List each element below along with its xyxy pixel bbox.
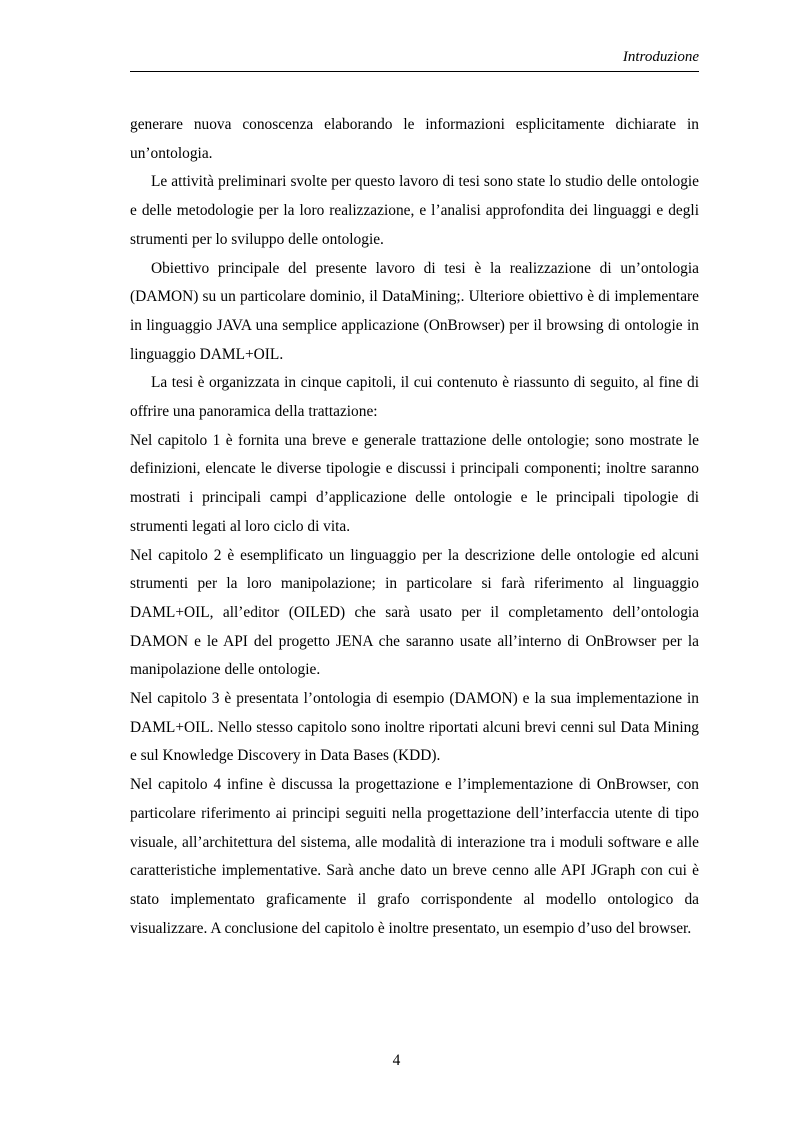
page-number: 4 bbox=[392, 1052, 401, 1069]
paragraph: Nel capitolo 2 è esemplificato un linguaggio per la descrizione delle ontologie ed alcuni strumenti per la loro manipolazione; in particolare si farà riferimento al linguaggio DAML+OIL, all’editor (OILED) che sarà usato per il completamento dell’ontologia DAMON e le API del progetto JENA che saranno usate all’interno di OnBrowser per la manipolazione delle ontologie. bbox=[130, 546, 699, 679]
paragraph: Obiettivo principale del presente lavoro di tesi è la realizzazione di un’ontologia (DAMON) su un particolare dominio, il DataMining;. Ulteriore obiettivo è di implementare in linguaggio JAVA una semplice applicazione (OnBrowser) per il browsing di ontologie in linguaggio DAML+OIL. bbox=[130, 259, 699, 363]
body-text bbox=[130, 111, 699, 943]
paragraph: Nel capitolo 3 è presentata l’ontologia di esempio (DAMON) e la sua implementazione in DAML+OIL. Nello stesso capitolo sono inoltre riportati alcuni brevi cenni sul Data Mining e sul Knowledge Discovery in Data Bases (KDD). bbox=[130, 690, 699, 765]
running-header-title: Introduzione bbox=[622, 49, 699, 65]
paragraph: Le attività preliminari svolte per questo lavoro di tesi sono state lo studio delle ontologie e delle metodologie per la loro realizzazione, e l’analisi approfondita dei linguaggi e degli strumenti per lo sviluppo delle ontologie. bbox=[130, 173, 699, 248]
header-rule bbox=[130, 71, 699, 72]
paragraph: Nel capitolo 4 infine è discussa la progettazione e l’implementazione di OnBrowser, con particolare riferimento ai principi seguiti nella progettazione dell’interfaccia utente di tipo visuale, all’architettura del sistema, alle modalità di interazione tra i moduli software e alle caratteristiche implementative. Sarà anche dato un breve cenno alle API JGraph con cui è stato implementato graficamente il grafo corrispondente al modello ontologico da visualizzare. A conclusione del capitolo è inoltre presentato, un esempio d’uso del browser. bbox=[130, 776, 699, 937]
paragraph: Nel capitolo 1 è fornita una breve e generale trattazione delle ontologie; sono mostrate le definizioni, elencate le diverse tipologie e discussi i principali componenti; inoltre saranno mostrati i principali campi d’applicazione delle ontologie e le principali tipologie di strumenti legati al loro ciclo di vita. bbox=[130, 431, 699, 535]
paragraph: generare nuova conoscenza elaborando le informazioni esplicitamente dichiarate in un’ontologia. bbox=[130, 116, 699, 162]
paragraph: La tesi è organizzata in cinque capitoli, il cui contenuto è riassunto di seguito, al fine di offrire una panoramica della trattazione: bbox=[130, 374, 699, 421]
